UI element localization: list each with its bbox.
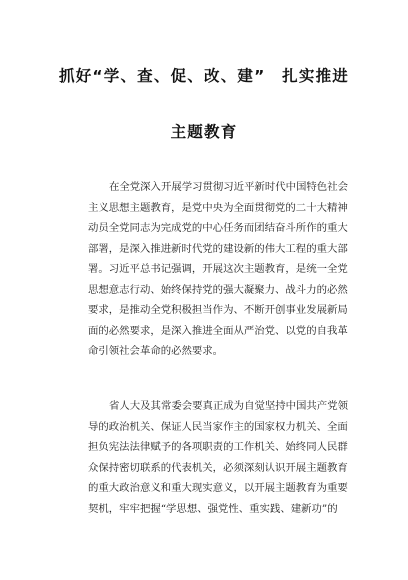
paragraph-2-line: 众保持密切联系的代表机关，必须深刻认识开展主题教育 (88, 461, 348, 474)
paragraph-1-line: 要求，是推动全党积极担当作为、不断开创事业发展新局 (88, 304, 348, 316)
paragraph-1-line: 面的必然要求，是深入推进全面从严治党、以党的自我革 (88, 324, 348, 337)
body-paragraph-1 (88, 177, 352, 362)
document-title-line-2: 主题教育 (170, 123, 238, 141)
paragraph-2-line: 担负宪法法律赋予的各项职责的工作机关、始终同人民群 (88, 441, 348, 453)
paragraph-1-line: 在全党深入开展学习贯彻习近平新时代中国特色社会 (109, 181, 348, 193)
document-title-line-1: 抓好“学、查、促、改、建” 扎实推进 (59, 67, 349, 85)
paragraph-1-line: 署。习近平总书记强调，开展这次主题教育，是统一全党 (88, 263, 348, 275)
paragraph-1-line: 动员全党同志为完成党的中心任务而团结奋斗所作的重大 (88, 222, 348, 234)
paragraph-1-line: 命引领社会革命的必然要求。 (88, 345, 224, 357)
paragraph-2-line: 导的政治机关、保证人民当家作主的国家权力机关、全面 (88, 420, 348, 433)
paragraph-1-line: 主义思想主题教育，是党中央为全面贯彻党的二十大精神 (88, 201, 348, 214)
paragraph-1-line: 部署，是深入推进新时代党的建设新的伟大工程的重大部 (88, 242, 348, 255)
paragraph-2-line: 的重大政治意义和重大现实意义，以开展主题教育为重要 (88, 482, 348, 494)
paragraph-2-line: 省人大及其常委会要真正成为自觉坚持中国共产党领 (109, 400, 348, 412)
body-paragraph-2 (88, 396, 352, 519)
paragraph-1-line: 思想意志行动、始终保持党的强大凝聚力、战斗力的必然 (88, 283, 348, 296)
paragraph-2-line: 契机，牢牢把握“学思想、强党性、重实践、建新功”的 (88, 502, 338, 515)
